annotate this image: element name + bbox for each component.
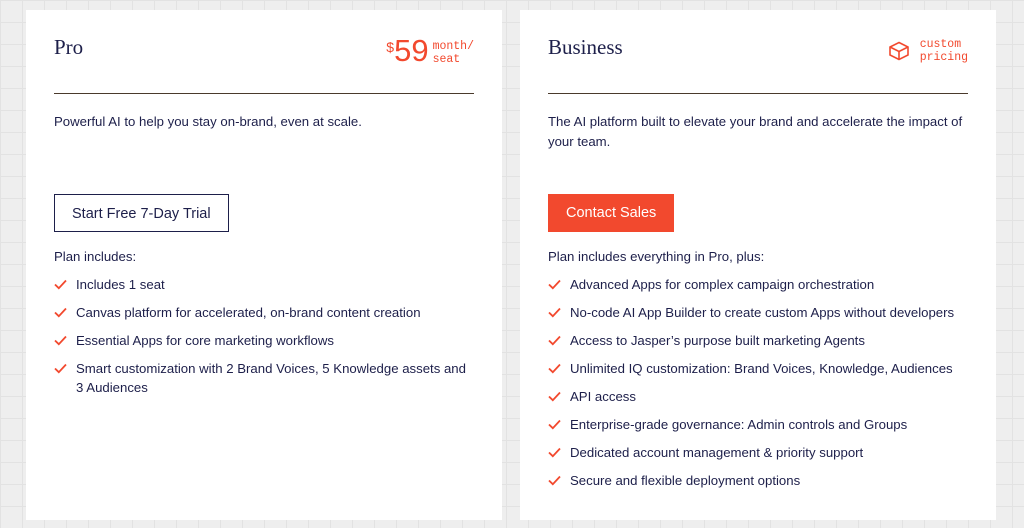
plan-title: Business	[548, 35, 623, 59]
plan-includes-label: Plan includes everything in Pro, plus:	[548, 249, 765, 264]
feature-text: Enterprise-grade governance: Admin controls and Groups	[570, 417, 908, 432]
feature-item	[54, 359, 474, 397]
price-unit	[433, 40, 474, 66]
feature-text: Dedicated account management & priority support	[570, 445, 864, 460]
feature-text: Canvas platform for accelerated, on-brand content creation	[76, 305, 421, 320]
business-plan-header	[548, 10, 968, 94]
feature-item	[548, 387, 968, 406]
checkmark-icon	[548, 475, 561, 486]
feature-list	[54, 275, 474, 397]
feature-text: Smart customization with 2 Brand Voices, 5 Knowledge assets and 3 Audiences	[76, 361, 466, 395]
pro-plan-header	[54, 10, 474, 94]
price-tag	[386, 33, 474, 68]
checkmark-icon	[548, 447, 561, 458]
feature-text: No-code AI App Builder to create custom Apps without developers	[570, 305, 955, 320]
business-plan-card	[520, 10, 996, 520]
feature-item	[54, 331, 474, 350]
checkmark-icon	[548, 307, 561, 318]
feature-text: API access	[570, 389, 636, 404]
price-amount: 59	[394, 33, 429, 68]
feature-text: Secure and flexible deployment options	[570, 473, 801, 488]
checkmark-icon	[54, 363, 67, 374]
contact-sales-button[interactable]: Contact Sales	[548, 194, 674, 232]
feature-item	[548, 331, 968, 350]
price-unit-line: month/	[432, 40, 474, 53]
checkmark-icon	[54, 307, 67, 318]
feature-text: Access to Jasper’s purpose built marketing Agents	[570, 333, 865, 348]
price-unit-line: seat	[432, 53, 461, 66]
feature-item	[548, 415, 968, 434]
checkmark-icon	[54, 335, 67, 346]
plan-description: Powerful AI to help you stay on-brand, even at scale.	[54, 114, 362, 129]
custom-pricing-tag	[888, 38, 968, 64]
feature-item	[548, 471, 968, 490]
start-free-trial-button[interactable]: Start Free 7-Day Trial	[54, 194, 229, 232]
feature-item	[548, 443, 968, 462]
feature-text: Includes 1 seat	[76, 277, 165, 292]
custom-pricing-label	[920, 38, 968, 64]
feature-item	[54, 303, 474, 322]
feature-text: Essential Apps for core marketing workflows	[76, 333, 334, 348]
checkmark-icon	[54, 279, 67, 290]
pro-plan-card	[26, 10, 502, 520]
feature-list	[548, 275, 968, 490]
plan-title: Pro	[54, 35, 84, 59]
checkmark-icon	[548, 363, 561, 374]
custom-pricing-line: pricing	[919, 51, 968, 64]
plan-includes-label: Plan includes:	[54, 249, 137, 264]
plan-description: The AI platform built to elevate your brand and accelerate the impact of your team.	[548, 114, 963, 149]
checkmark-icon	[548, 419, 561, 430]
custom-pricing-line: custom	[919, 38, 962, 51]
feature-item	[548, 275, 968, 294]
feature-item	[548, 303, 968, 322]
feature-text: Advanced Apps for complex campaign orchestration	[570, 277, 875, 292]
price-currency: $	[386, 39, 395, 55]
feature-text: Unlimited IQ customization: Brand Voices, Knowledge, Audiences	[570, 361, 953, 376]
checkmark-icon	[548, 391, 561, 402]
checkmark-icon	[548, 279, 561, 290]
feature-item	[548, 359, 968, 378]
checkmark-icon	[548, 335, 561, 346]
feature-item	[54, 275, 474, 294]
cube-icon	[888, 41, 910, 61]
